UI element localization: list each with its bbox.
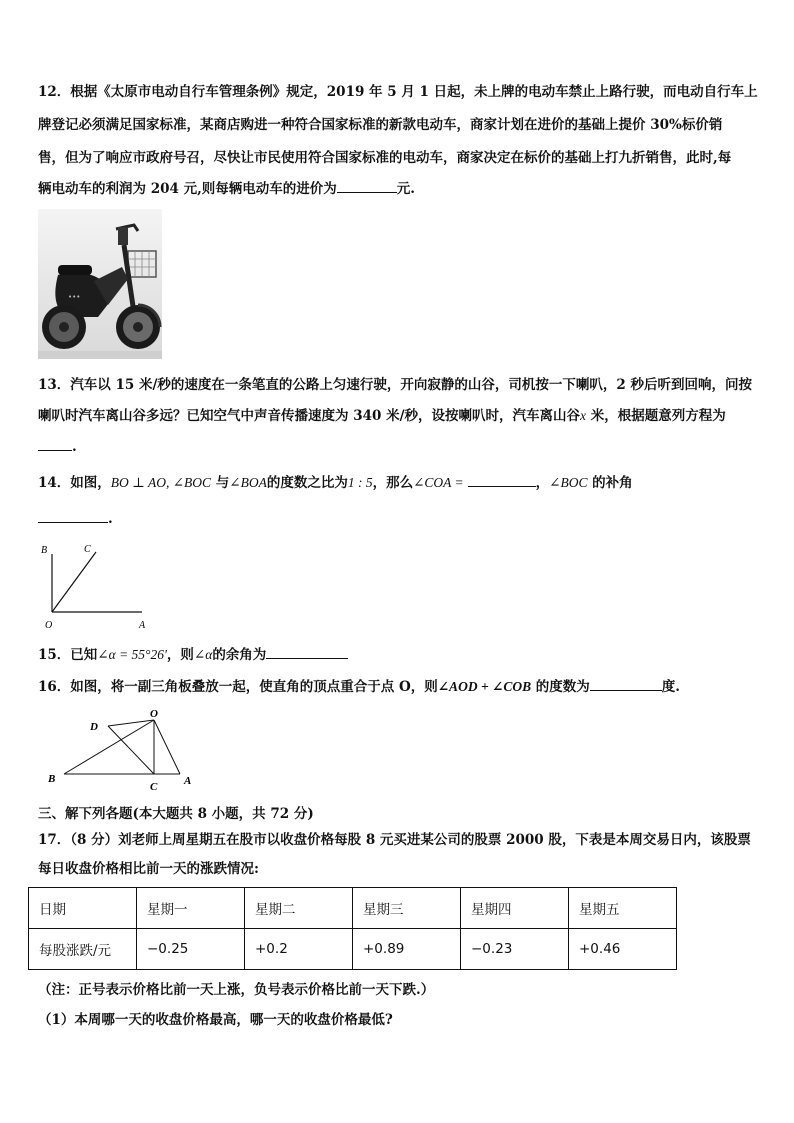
q14-condition: BO ⊥ AO, ∠BOC bbox=[110, 475, 212, 490]
table-header-cell: 日期 bbox=[29, 888, 137, 929]
label-a: A bbox=[139, 620, 146, 631]
q14-line1 bbox=[38, 472, 633, 493]
table-header-cell: 星期二 bbox=[245, 888, 353, 929]
stock-change-table bbox=[28, 887, 677, 970]
label-o: O bbox=[150, 708, 158, 720]
q16-mid: 的度数为 bbox=[531, 679, 590, 695]
table-header-cell: 星期五 bbox=[569, 888, 677, 929]
table-row-label: 每股涨跌/元 bbox=[29, 929, 137, 970]
q14-angle-figure bbox=[30, 540, 160, 632]
q14-answer-blank-2[interactable] bbox=[38, 508, 108, 523]
q14-mid1: 与 bbox=[211, 475, 230, 491]
section-3-heading: 三、解下列各题(本大题共 8 小题，共 72 分) bbox=[38, 806, 314, 822]
q13-line2 bbox=[38, 406, 726, 426]
q12-line2: 牌登记必须满足国家标准，某商店购进一种符合国家标准的新款电动车，商家计划在进价的基础上提价 30%标价销 bbox=[38, 117, 723, 133]
electric-bike-photo bbox=[38, 209, 162, 359]
label-c: C bbox=[150, 781, 158, 793]
q14-tail: 的补角 bbox=[587, 475, 633, 491]
q16-post: 度. bbox=[661, 679, 680, 695]
q16-pre: 16．如图，将一副三角板叠放一起，使直角的顶点重合于点 O，则 bbox=[38, 679, 438, 695]
q12-line1: 12．根据《太原市电动自行车管理条例》规定，2019 年 5 月 1 日起，未上牌的电动车禁止上路行驶，而电动自行车上 bbox=[38, 84, 758, 100]
q15-post: 的余角为 bbox=[212, 647, 267, 663]
table-header-cell: 星期三 bbox=[353, 888, 461, 929]
label-b: B bbox=[41, 545, 48, 556]
q13-line3-post: . bbox=[72, 439, 77, 455]
q14-angle-boa: ∠BOA bbox=[229, 475, 267, 490]
table-header-cell: 星期四 bbox=[461, 888, 569, 929]
table-header-row bbox=[29, 888, 677, 929]
q14-ask-coa: ∠COA = bbox=[413, 475, 464, 490]
q14-prefix: 14．如图， bbox=[38, 475, 111, 491]
q12-line4-pre: 辆电动车的利润为 204 元,则每辆电动车的进价为 bbox=[38, 181, 337, 197]
q15-expr: ∠α = 55°26′ bbox=[97, 647, 167, 662]
table-cell-wed: +0.89 bbox=[353, 929, 461, 970]
q17-sub1: （1）本周哪一天的收盘价格最高，哪一天的收盘价格最低? bbox=[38, 1012, 393, 1028]
q14-ratio: 1 : 5 bbox=[347, 475, 373, 490]
label-c: C bbox=[84, 544, 91, 555]
q13-line1: 13．汽车以 15 米/秒的速度在一条笔直的公路上匀速行驶，开向寂静的山谷，司机按一下喇叭，2 秒后听到回响，问按 bbox=[38, 377, 752, 393]
q16-line bbox=[38, 676, 680, 697]
q13-answer-blank[interactable] bbox=[38, 436, 72, 451]
q16-answer-blank[interactable] bbox=[590, 676, 662, 691]
q15-angle: ∠α bbox=[193, 647, 213, 662]
table-cell-tue: +0.2 bbox=[245, 929, 353, 970]
q16-expr: ∠AOD + ∠COB bbox=[437, 679, 532, 694]
q14-mid2: 的度数之比为 bbox=[266, 475, 348, 491]
q17-line2: 每日收盘价格相比前一天的涨跌情况: bbox=[38, 861, 259, 877]
q15-mid: ，则 bbox=[166, 647, 194, 663]
q14-end: . bbox=[108, 511, 113, 527]
q13-var-x: x bbox=[580, 408, 587, 423]
q15-answer-blank[interactable] bbox=[266, 644, 348, 659]
q13-line2-post: 米，根据题意列方程为 bbox=[586, 408, 726, 424]
q14-line2 bbox=[38, 508, 113, 529]
q14-mid4: ， bbox=[535, 475, 550, 491]
svg-text:•••: ••• bbox=[68, 293, 81, 301]
q17-note: （注：正号表示价格比前一天上涨，负号表示价格比前一天下跌.） bbox=[38, 982, 435, 998]
table-cell-thu: −0.23 bbox=[461, 929, 569, 970]
q15-line bbox=[38, 644, 348, 665]
label-a: A bbox=[184, 775, 192, 787]
label-o: O bbox=[45, 620, 53, 631]
q12-line3: 售，但为了响应市政府号召，尽快让市民使用符合国家标准的电动车，商家决定在标价的基础上打九折销售，此时,每 bbox=[38, 150, 732, 166]
q12-line4 bbox=[38, 178, 415, 199]
q14-answer-blank-1[interactable] bbox=[468, 472, 536, 487]
ray-oc bbox=[52, 552, 96, 612]
q15-pre: 15．已知 bbox=[38, 647, 98, 663]
table-cell-fri: +0.46 bbox=[569, 929, 677, 970]
q14-ask-boc: ∠BOC bbox=[549, 475, 588, 490]
q17-line1: 17．（8 分）刘老师上周星期五在股市以收盘价格每股 8 元买进某公司的股票 2000 股，下表是本周交易日内，该股票 bbox=[38, 832, 751, 848]
q13-line2-pre: 喇叭时汽车离山谷多远？已知空气中声音传播速度为 340 米/秒，设按喇叭时，汽车离山谷 bbox=[38, 408, 581, 424]
q12-answer-blank[interactable] bbox=[337, 178, 397, 193]
label-b: B bbox=[48, 773, 56, 785]
label-d: D bbox=[90, 721, 98, 733]
table-header-cell: 星期一 bbox=[137, 888, 245, 929]
table-cell-mon: −0.25 bbox=[137, 929, 245, 970]
q14-mid3: ，那么 bbox=[372, 475, 414, 491]
q16-triangles-figure bbox=[40, 706, 200, 796]
q13-line3 bbox=[38, 436, 77, 457]
table-row bbox=[29, 929, 677, 970]
q12-line4-post: 元. bbox=[396, 181, 415, 197]
